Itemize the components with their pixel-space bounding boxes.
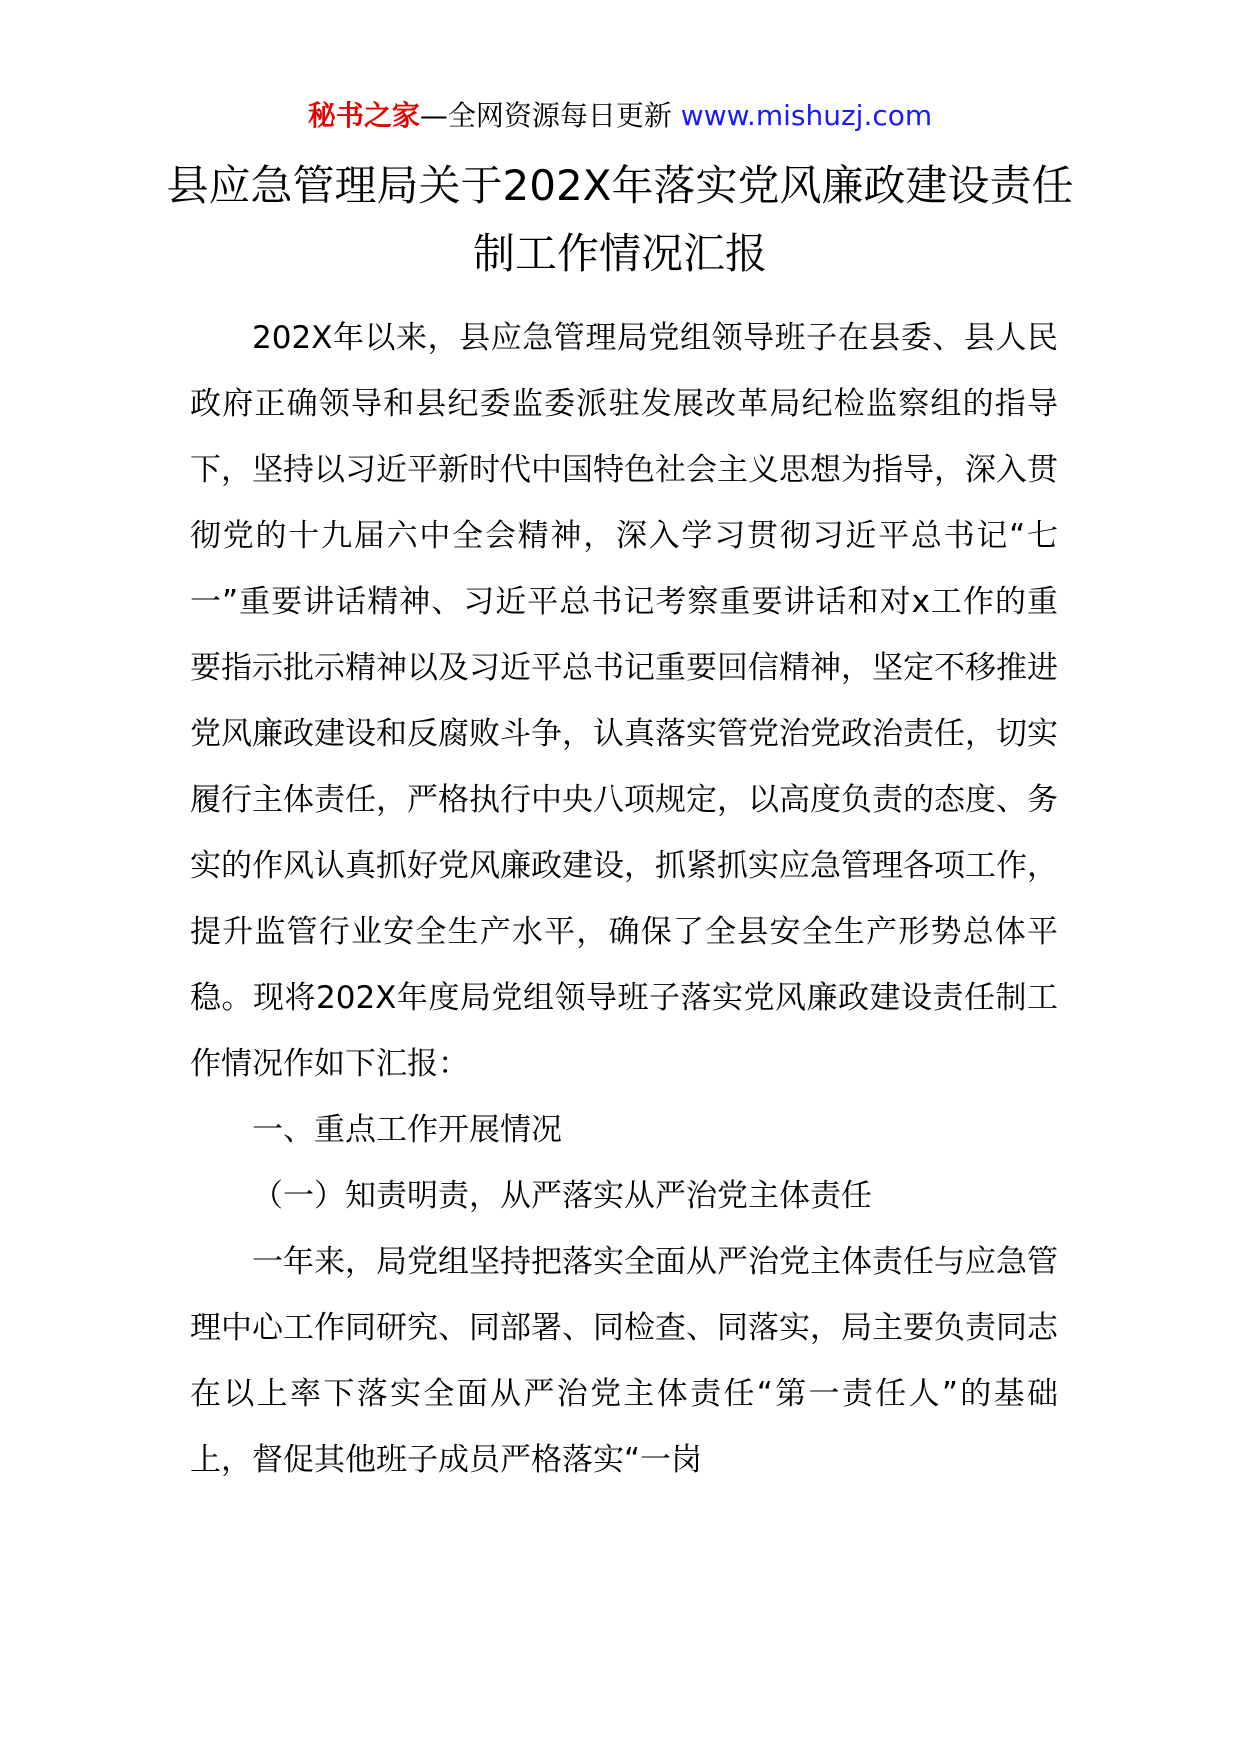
site-brand: 秘书之家 bbox=[307, 99, 420, 132]
intro-paragraph: 202X年以来，县应急管理局党组领导班子在县委、县人民政府正确领导和县纪委监委派驻发展改革局纪检监察组的指导下，坚持以习近平新时代中国特色社会主义思想为指导，深入贯彻党的十九届六中全会精神，深入学习贯彻习近平总书记“七一”重要讲话精神、习近平总书记考察重要讲话和对x工作的重要指示批示精神以及习近平总书记重要回信精神，坚定不移推进党风廉政建设和反腐败斗争，认真落实管党治党政治责任，切实履行主体责任，严格执行中央八项规定，以高度负责的态度、务实的作风认真抓好党风廉政建设，抓紧抓实应急管理各项工作，提升监管行业安全生产水平，确保了全县安全生产形势总体平稳。现将202X年度局党组领导班子落实党风廉政建设责任制工作情况作如下汇报： bbox=[190, 320, 1058, 1082]
subsection-heading-1: （一）知责明责，从严落实从严治党主体责任 bbox=[252, 1178, 872, 1214]
document-body bbox=[190, 305, 1058, 1493]
section-heading-1: 一、重点工作开展情况 bbox=[252, 1112, 562, 1148]
site-tagline: —全网资源每日更新 bbox=[419, 99, 672, 132]
site-header bbox=[0, 96, 1240, 136]
document-title: 县应急管理局关于202X年落实党风廉政建设责任制工作情况汇报 bbox=[166, 161, 1074, 278]
site-url-link[interactable]: www.mishuzj.com bbox=[680, 99, 933, 132]
body-paragraph: 一年来，局党组坚持把落实全面从严治党主体责任与应急管理中心工作同研究、同部署、同检查、同落实，局主要负责同志在以上率下落实全面从严治党主体责任“第一责任人”的基础上，督促其他班子成员严格落实“一岗 bbox=[190, 1244, 1058, 1478]
